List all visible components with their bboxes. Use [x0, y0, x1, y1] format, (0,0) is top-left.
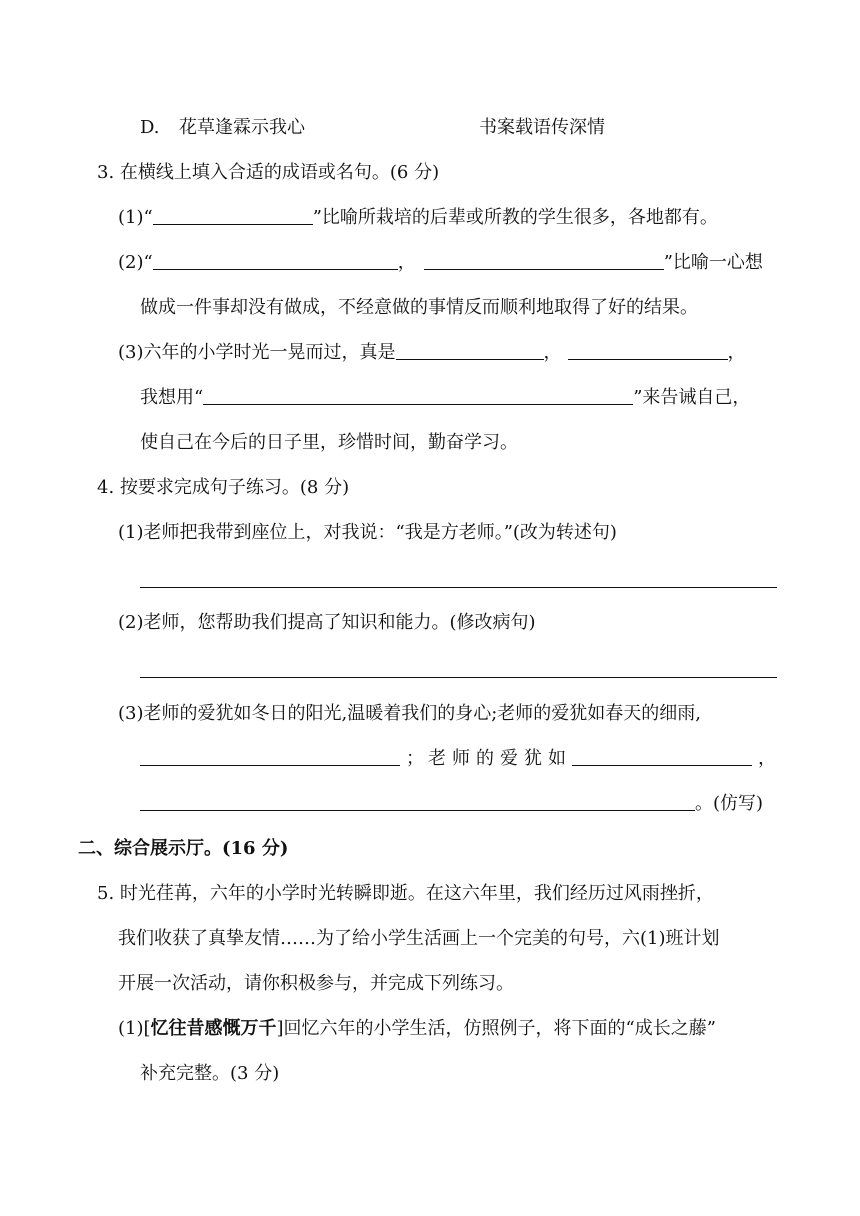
- q5-line-1: 5. 时光荏苒，六年的小学时光转瞬即逝。在这六年里，我们经历过风雨挫折，: [97, 883, 714, 904]
- q5-line-3: 开展一次活动，请你积极参与，并完成下列练习。: [118, 973, 514, 994]
- q3-title: 3. 在横线上填入合适的成语或名句。(6 分): [97, 162, 440, 183]
- q4-part3: (3)老师的爱犹如冬日的阳光,温暖着我们的身心;老师的爱犹如春天的细雨,: [118, 703, 702, 724]
- q3-part3-line2: 我想用“ ”来告诫自己，: [140, 387, 751, 408]
- q3-blank-1[interactable]: [153, 206, 313, 225]
- q3-blank-3a[interactable]: [396, 341, 544, 360]
- option-d: [140, 116, 305, 140]
- q4-blank-3a[interactable]: [140, 747, 400, 766]
- q3-part2-line2: 做成一件事却没有做成，不经意做的事情反而顺利地取得了好的结果。: [140, 297, 698, 318]
- q4-part1: (1)老师把我带到座位上，对我说：“我是方老师。”(改为转述句): [118, 522, 617, 543]
- q4-part2: (2)老师，您帮助我们提高了知识和能力。(修改病句): [118, 612, 536, 633]
- q4-blank-3c[interactable]: [140, 792, 695, 811]
- q4-answer-line-2[interactable]: [140, 677, 777, 678]
- q3-part3-line3: 使自己在今后的日子里，珍惜时间，勤奋学习。: [140, 432, 518, 453]
- q3-part3: (3)六年的小学时光一晃而过，真是 ， ，: [118, 342, 746, 363]
- q4-answer-line-1[interactable]: [140, 587, 777, 588]
- q3-blank-3b[interactable]: [568, 341, 728, 360]
- q3-blank-3c[interactable]: [203, 386, 633, 405]
- section2-title: 二、综合展示厅。(16 分): [78, 838, 289, 859]
- q4-blank-3b[interactable]: [572, 747, 752, 766]
- q4-part3-line3: 。(仿写): [140, 792, 763, 816]
- option-d-right: 书案载语传深情: [479, 117, 605, 138]
- option-d-label: D.: [140, 117, 160, 138]
- q5-line-2: 我们收获了真挚友情……为了给小学生活画上一个完美的句号，六(1)班计划: [118, 928, 720, 949]
- q4-title: 4. 按要求完成句子练习。(8 分): [97, 477, 350, 498]
- q5-part1-heading: 忆往昔感慨万千: [150, 1018, 277, 1039]
- q5-part1: (1)[忆往昔感慨万千]回忆六年的小学生活，仿照例子，将下面的“成长之藤”: [118, 1018, 716, 1039]
- q3-blank-2a[interactable]: [153, 251, 398, 270]
- q4-part3-line2: ； 老师的爱犹如 ，: [140, 747, 776, 771]
- q3-part1: (1)“ ”比喻所栽培的后辈或所教的学生很多，各地都有。: [118, 207, 718, 228]
- q5-part1-line2: 补充完整。(3 分): [140, 1063, 280, 1084]
- option-d-left: 花草逢霖示我心: [178, 117, 305, 138]
- q3-part2: (2)“ ， ”比喻一心想: [118, 252, 763, 273]
- q3-blank-2b[interactable]: [424, 251, 664, 270]
